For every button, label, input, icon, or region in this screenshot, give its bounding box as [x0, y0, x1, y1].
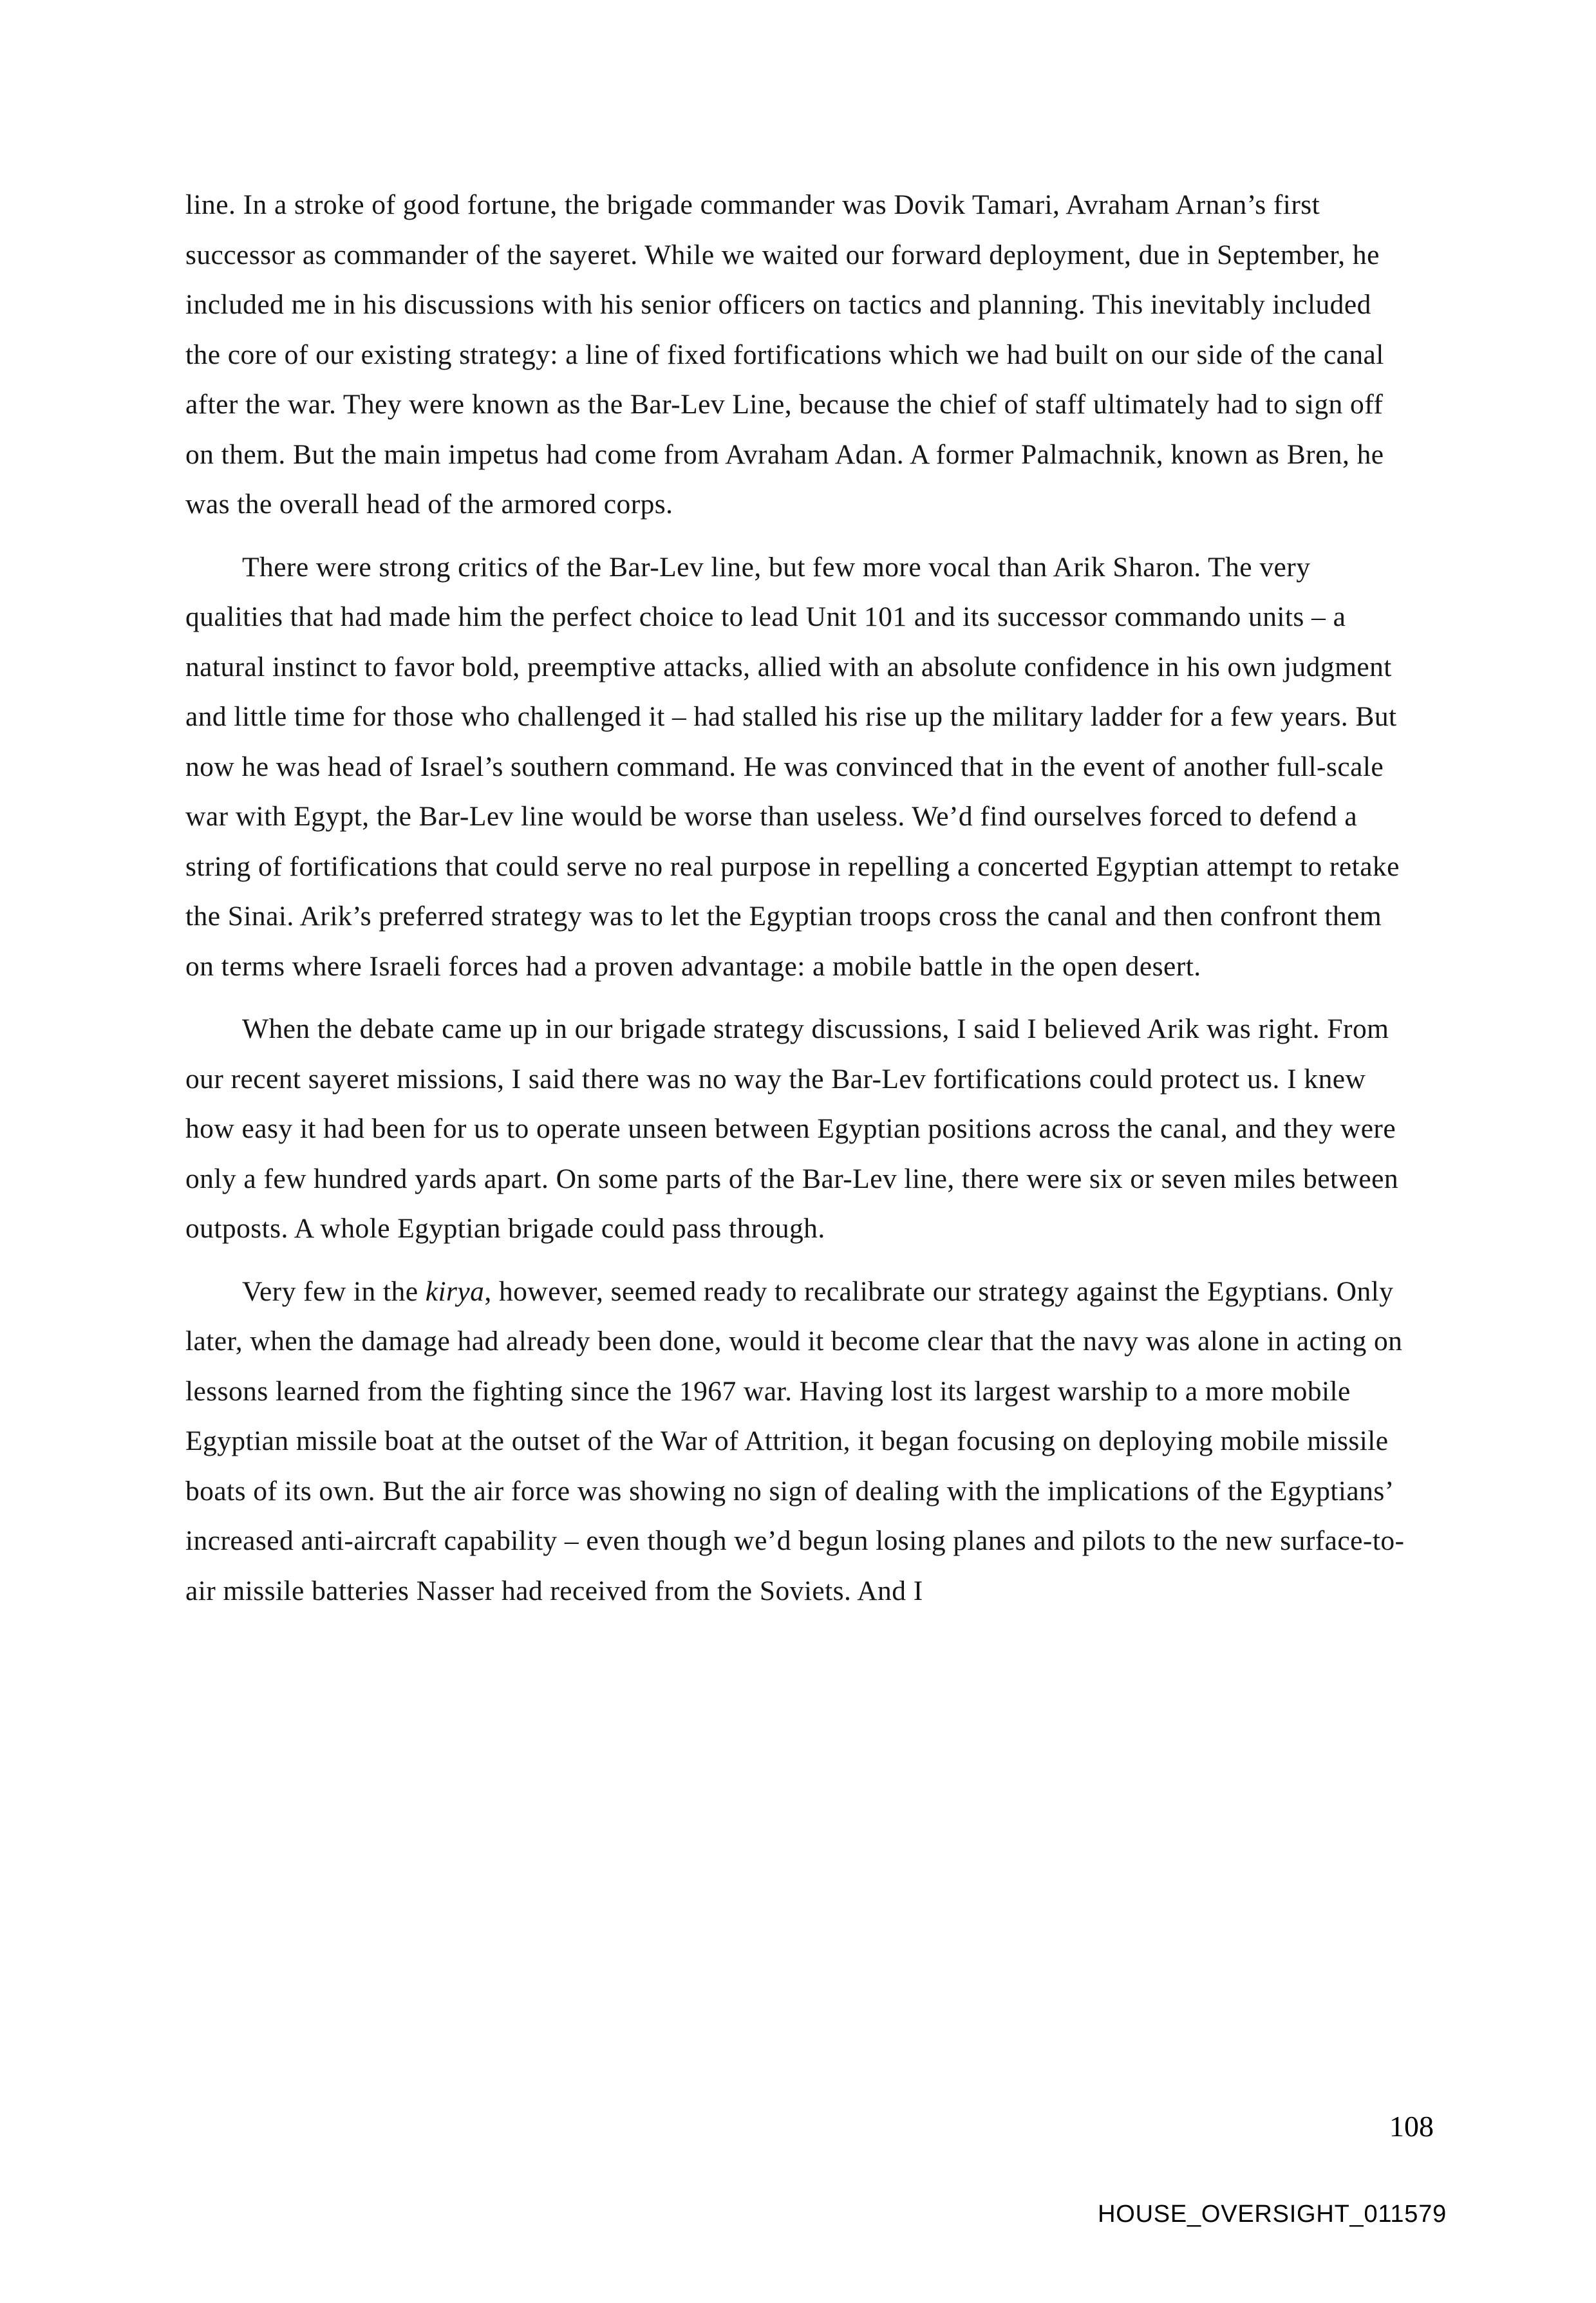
body-text-column — [185, 180, 1409, 1616]
paragraph-4-italic-term: kirya — [425, 1275, 485, 1307]
paragraph-4 — [185, 1267, 1409, 1617]
paragraph-3: When the debate came up in our brigade strategy discussions, I said I believed Arik was right. From our recent sayeret missions, I said there was no way the Bar-Lev fortifications could protect us. I knew how easy it had been for us to operate unseen between Egyptian positions across the canal, and they were only a few hundred yards apart. On some parts of the Bar-Lev line, there were six or seven miles between outposts. A whole Egyptian brigade could pass through. — [185, 1013, 1399, 1244]
page-number: 108 — [1389, 2110, 1434, 2143]
paragraph-1: line. In a stroke of good fortune, the brigade commander was Dovik Tamari, Avraham Arnan’s first successor as commander of the sayeret. While we waited our forward deployment, due in September, he included me in his discussions with his senior officers on tactics and planning. This inevitably included the core of our existing strategy: a line of fixed fortifications which we had built on our side of the canal after the war. They were known as the Bar-Lev Line, because the chief of staff ultimately had to sign off on them. But the main impetus had come from Avraham Adan. A former Palmachnik, known as Bren, he was the overall head of the armored corps. — [185, 189, 1384, 520]
bates-stamp: HOUSE_OVERSIGHT_011579 — [1098, 2201, 1447, 2228]
paragraph-4-text-before-italic: Very few in the — [242, 1275, 426, 1307]
paragraph-4-text-after-italic: , however, seemed ready to recalibrate our strategy against the Egyptians. Only later, when the damage had already been done, would it become clear that the navy was alone in acting on lessons learned from the fighting since the 1967 war. Having lost its largest warship to a more mobile Egyptian missile boat at the outset of the War of Attrition, it began focusing on deploying mobile missile boats of its own. But the air force was showing no sign of dealing with the implications of the Egyptians’ increased anti-aircraft capability – even though we’d begun losing planes and pilots to the new surface-to-air missile batteries Nasser had received from the Soviets. And I — [185, 1275, 1405, 1606]
paragraph-2: There were strong critics of the Bar-Lev line, but few more vocal than Arik Sharon. The very qualities that had made him the perfect choice to lead Unit 101 and its successor commando units – a natural instinct to favor bold, preemptive attacks, allied with an absolute confidence in his own judgment and little time for those who challenged it – had stalled his rise up the military ladder for a few years. But now he was head of Israel’s southern command. He was convinced that in the event of another full-scale war with Egypt, the Bar-Lev line would be worse than useless. We’d find ourselves forced to defend a string of fortifications that could serve no real purpose in repelling a concerted Egyptian attempt to retake the Sinai. Arik’s preferred strategy was to let the Egyptian troops cross the canal and then confront them on terms where Israeli forces had a proven advantage: a mobile battle in the open desert. — [185, 551, 1400, 982]
